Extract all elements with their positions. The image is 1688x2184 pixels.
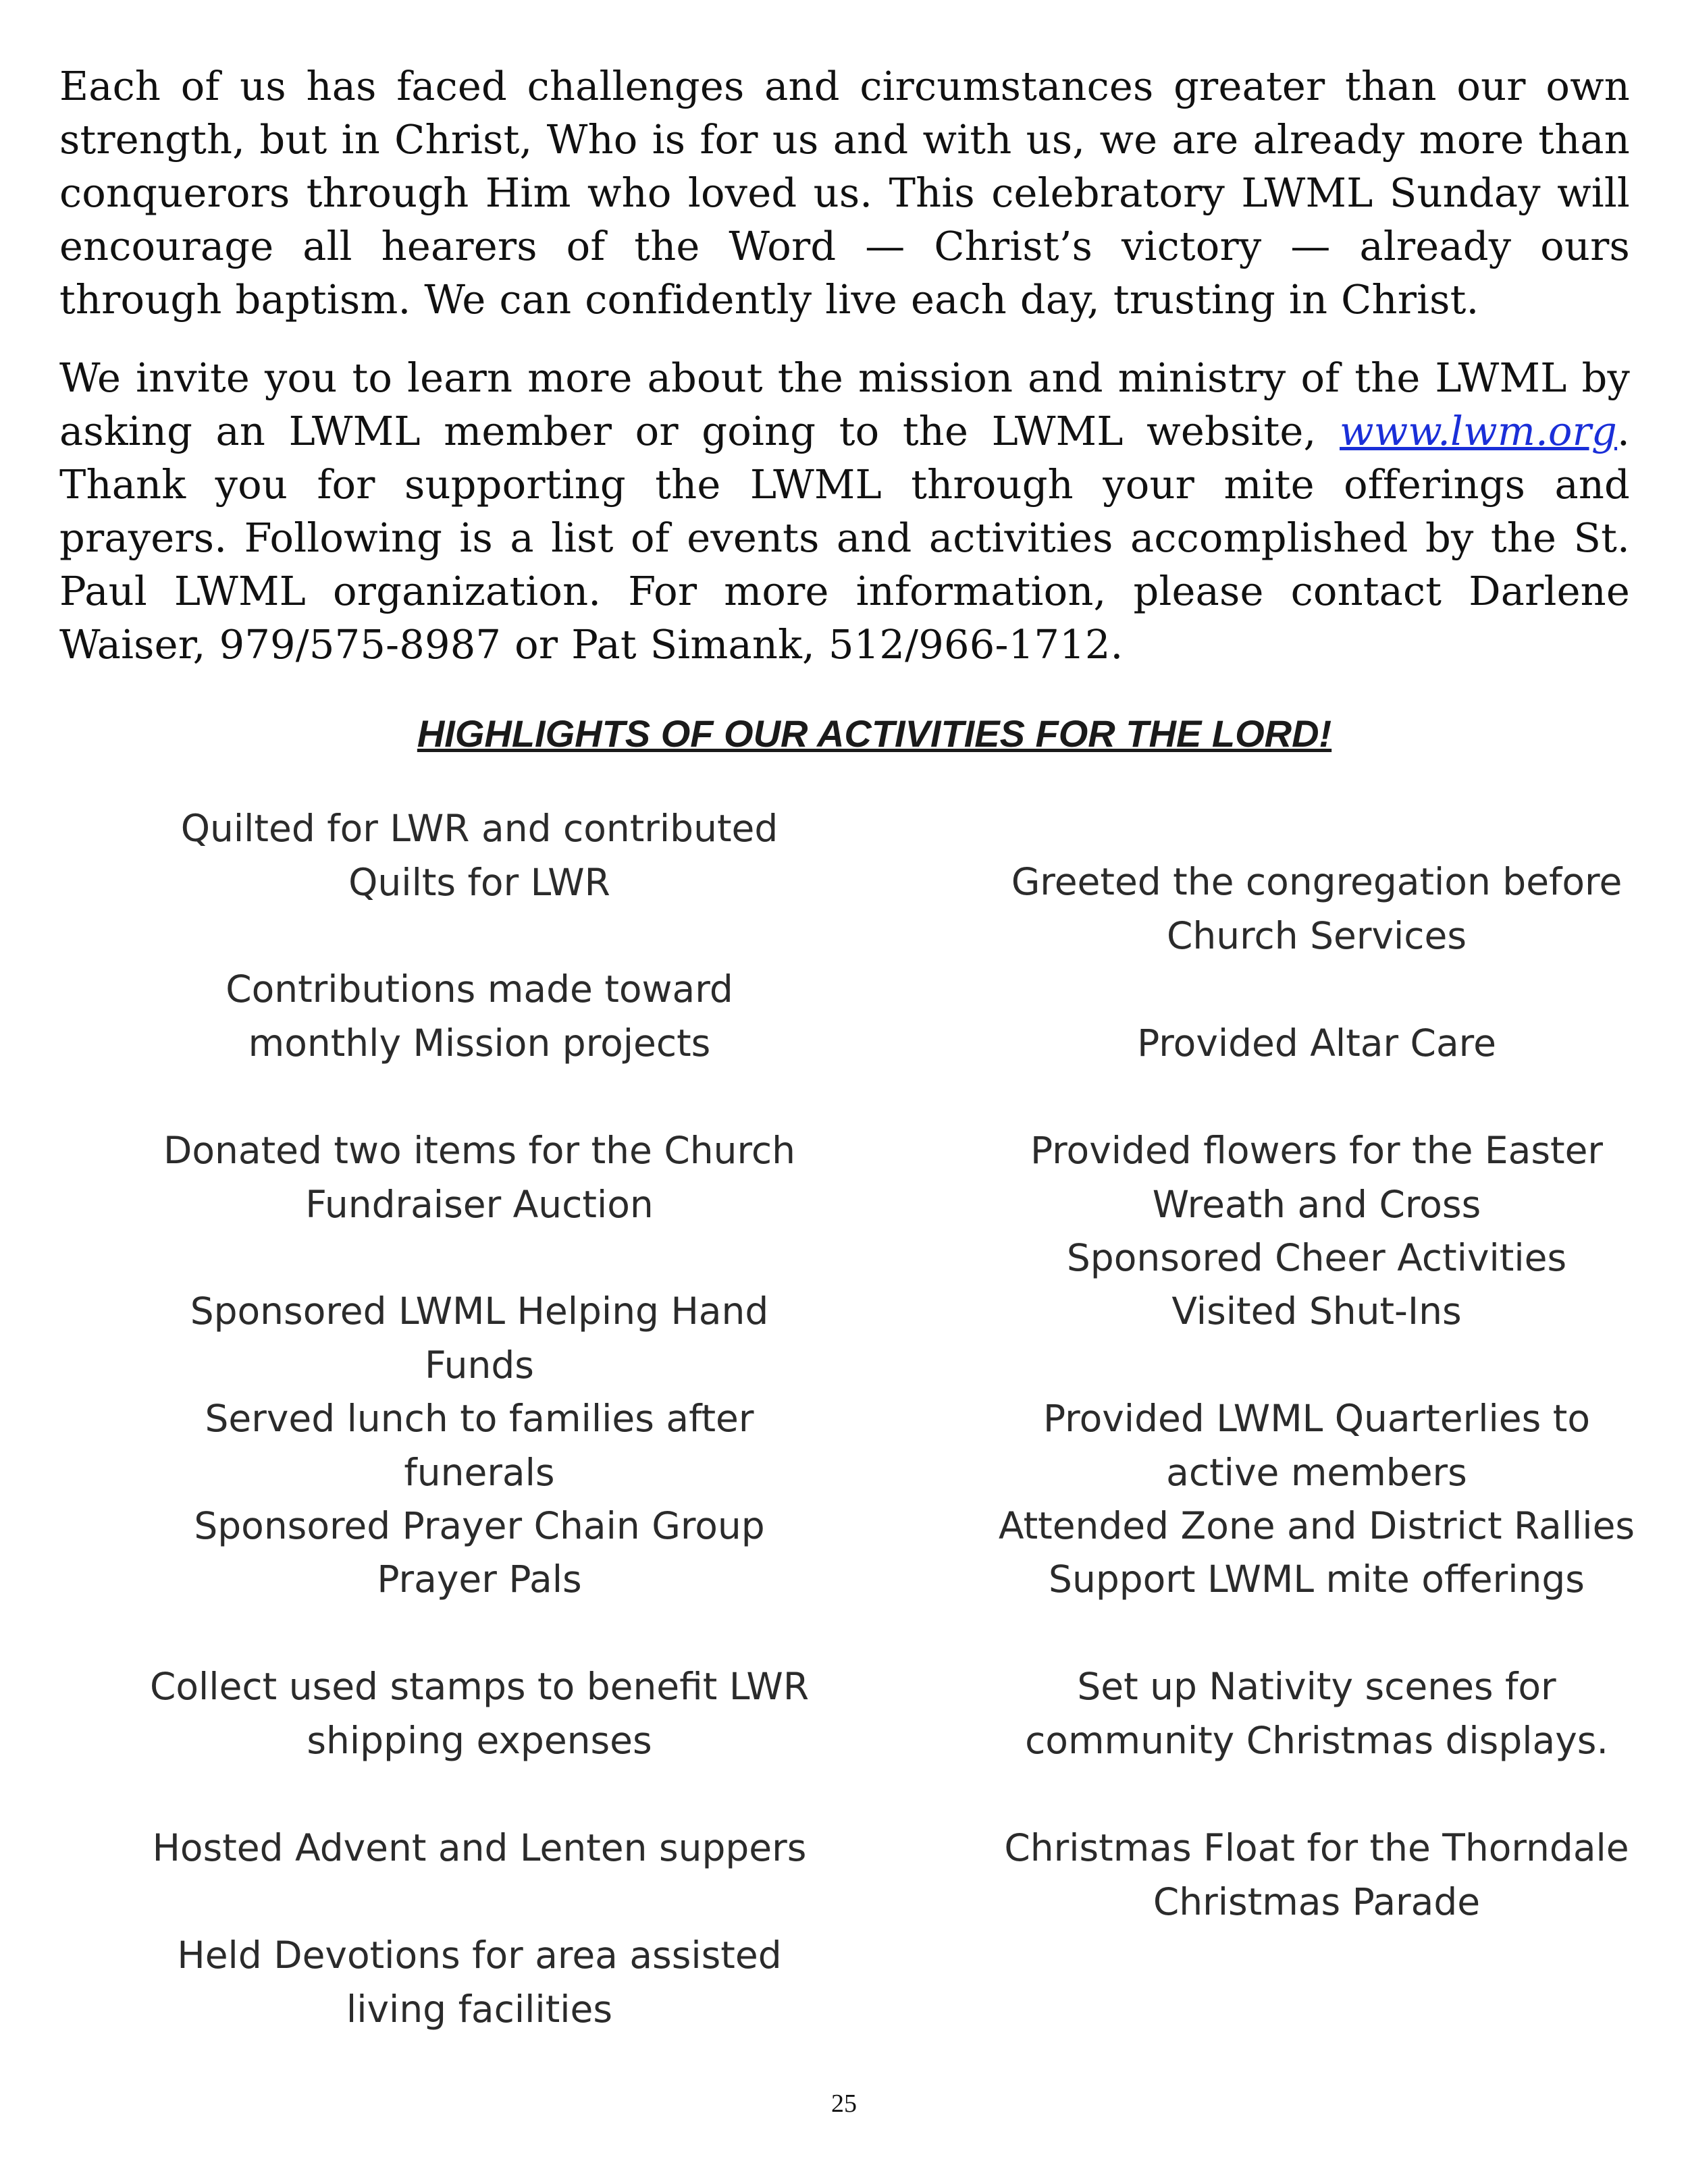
activity-item: Provided flowers for the Easter Wreath and Cross bbox=[1030, 1129, 1604, 1226]
lwml-website-link[interactable]: www.lwm.org bbox=[1340, 408, 1618, 454]
activity-item: Prayer Pals bbox=[377, 1557, 582, 1601]
intro-paragraph-2-text-b: . Thank you for supporting the LWML through your mite offerings and prayers. Following is a list of events and activities accomplished by the St. Paul LWML organization. For more information, please contact Darlene Waiser, 979/575-8987 or Pat Simank, 512/966-1712. bbox=[59, 408, 1630, 668]
intro-paragraph-2 bbox=[59, 351, 1630, 671]
activity-item: Attended Zone and District Rallies bbox=[998, 1504, 1635, 1547]
activity-item: Sponsored LWML Helping Hand Funds bbox=[190, 1289, 769, 1387]
activity-item: Held Devotions for area assisted living facilities bbox=[177, 1934, 782, 2031]
page-number: 25 bbox=[831, 2089, 857, 2118]
activity-item: Greeted the congregation before Church Services bbox=[1011, 860, 1623, 957]
activity-item: Support LWML mite offerings bbox=[1049, 1557, 1585, 1601]
activity-item: Served lunch to families after funerals bbox=[205, 1397, 754, 1494]
activity-item: Set up Nativity scenes for community Christmas displays. bbox=[1025, 1665, 1608, 1762]
highlights-heading: HIGHLIGHTS OF OUR ACTIVITIES FOR THE LORD! bbox=[417, 712, 1332, 755]
activity-item: Christmas Float for the Thorndale Christmas Parade bbox=[1004, 1826, 1629, 1923]
activity-item: Visited Shut-Ins bbox=[1171, 1289, 1462, 1333]
activity-item: Collect used stamps to benefit LWR shipping expenses bbox=[149, 1665, 810, 1762]
activity-item: Quilted for LWR and contributed Quilts for LWR bbox=[180, 807, 779, 904]
activity-item: Hosted Advent and Lenten suppers bbox=[152, 1826, 807, 1869]
activity-item: Sponsored Prayer Chain Group bbox=[194, 1504, 765, 1547]
activity-item: Provided LWML Quarterlies to active members bbox=[1043, 1397, 1590, 1494]
activity-item: Sponsored Cheer Activities bbox=[1066, 1236, 1567, 1279]
activity-item: Contributions made toward monthly Mission projects bbox=[226, 967, 733, 1065]
intro-paragraph-1: Each of us has faced challenges and circumstances greater than our own strength, but in Christ, Who is for us and with us, we are already more than conquerors through Him who loved us. This celebratory LWML Sunday will encourage all hearers of the Word — Christ’s victory — already ours through baptism. We can confidently live each day, trusting in Christ. bbox=[59, 63, 1630, 323]
intro-paragraph-2-text-a: We invite you to learn more about the mission and ministry of the LWML by asking an LWML member or going to the LWML website, bbox=[59, 354, 1630, 454]
activity-item: Donated two items for the Church Fundraiser Auction bbox=[163, 1129, 795, 1226]
activity-item: Provided Altar Care bbox=[1137, 1021, 1496, 1065]
